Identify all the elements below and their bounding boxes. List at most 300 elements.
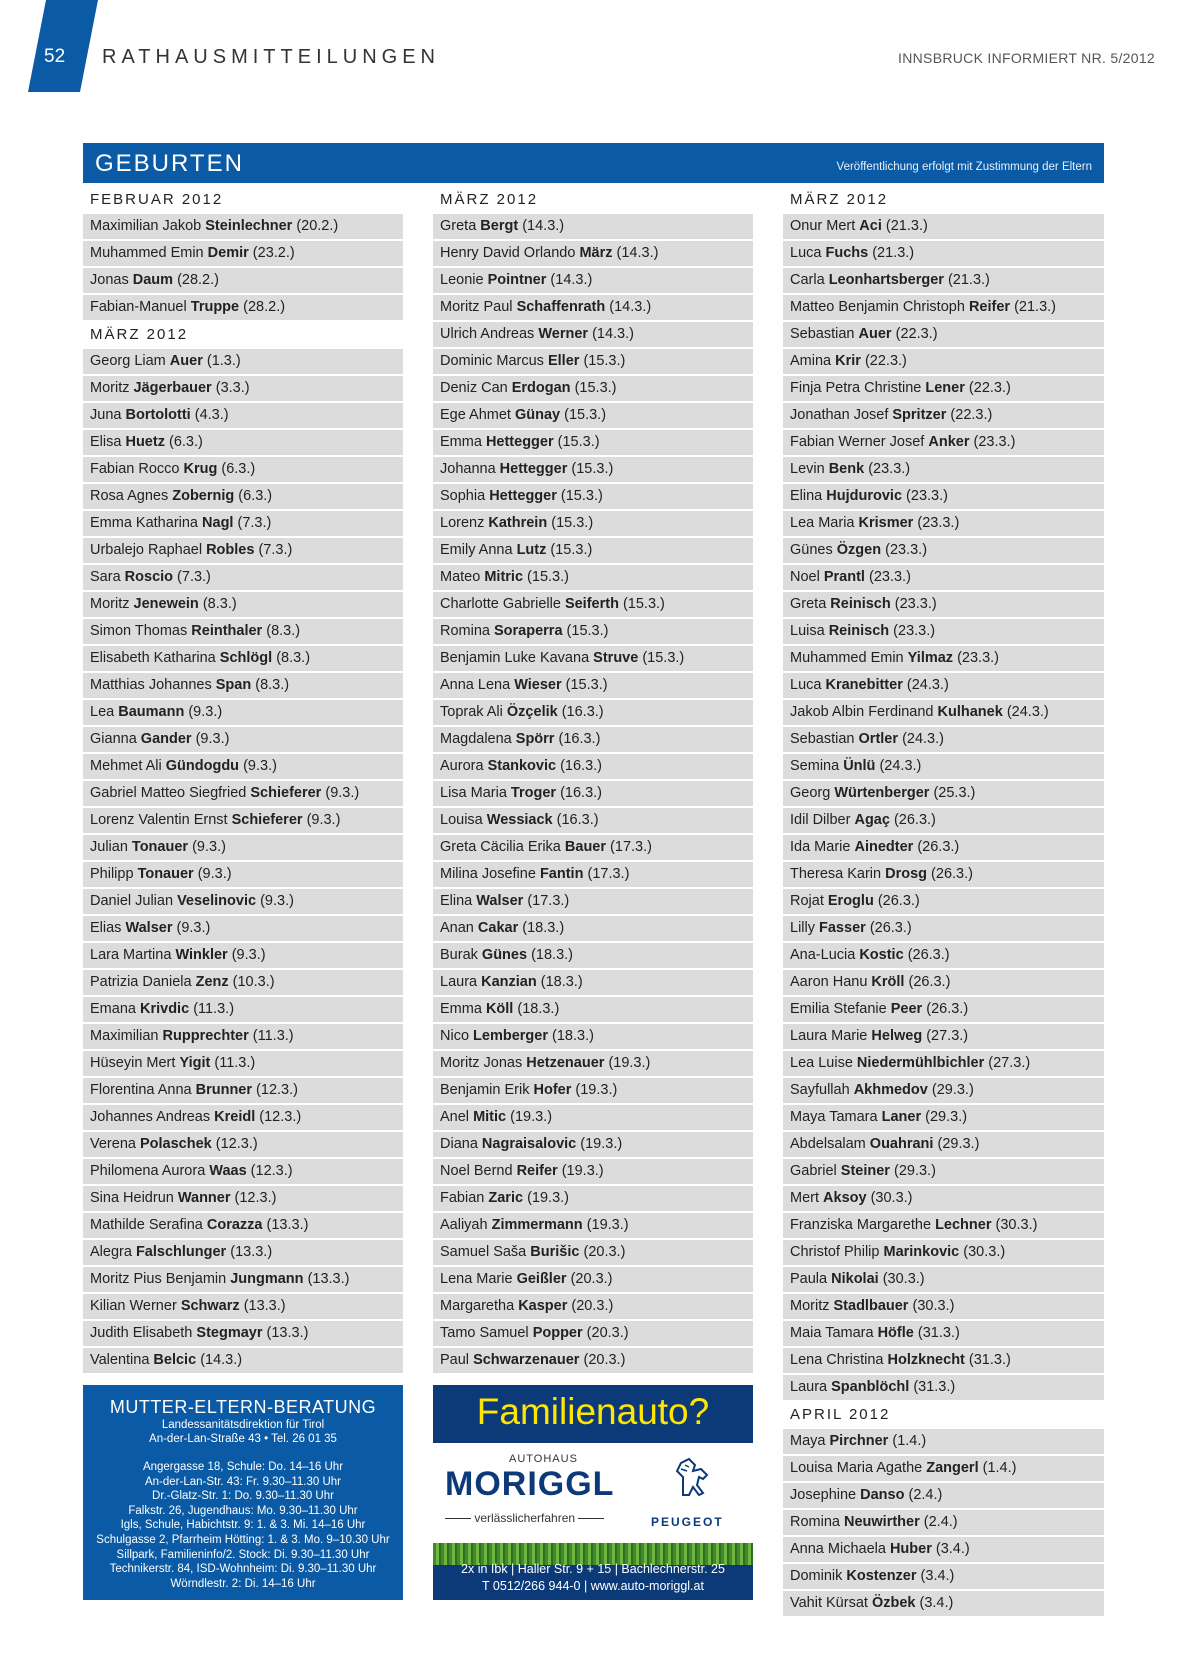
surname: Hettegger [499, 461, 568, 477]
surname: Hettegger [485, 434, 554, 450]
first-names: Franziska Margarethe [790, 1217, 932, 1233]
surname: Hettegger [489, 488, 557, 504]
birth-date: (22.3.) [950, 407, 993, 423]
issue-label: INNSBRUCK INFORMIERT NR. 5/2012 [898, 50, 1155, 66]
birth-entry [83, 1051, 403, 1076]
first-names: Samuel Saša [440, 1244, 527, 1260]
birth-entry [433, 430, 753, 455]
birth-date: (15.3.) [557, 434, 600, 450]
surname: Günay [514, 407, 561, 423]
surname: Nagraisalovic [481, 1136, 577, 1152]
birth-date: (18.3.) [517, 1001, 560, 1017]
birth-date: (7.3.) [258, 542, 293, 558]
birth-date: (20.3.) [571, 1298, 614, 1314]
birth-entry [83, 268, 403, 293]
birth-entry [433, 538, 753, 563]
birth-entry [83, 1105, 403, 1130]
first-names: Finja Petra Christine [790, 380, 922, 396]
birth-entry [433, 727, 753, 752]
surname: Würtenberger [834, 785, 930, 801]
surname: Jägerbauer [133, 380, 212, 396]
first-names: Louisa [440, 812, 483, 828]
first-names: Rosa Agnes [90, 488, 169, 504]
birth-date: (23.2.) [252, 245, 295, 261]
birth-date: (30.3.) [882, 1271, 925, 1287]
birth-entry [433, 1051, 753, 1076]
birth-entry [433, 214, 753, 239]
surname: Reifer [968, 299, 1011, 315]
consultation-location: Falkstr. 26, Jugendhaus: Mo. 9.30–11.30 Uhr [128, 1504, 358, 1517]
birth-entry [83, 943, 403, 968]
first-names: Hüseyin Mert [90, 1055, 176, 1071]
birth-date: (4.3.) [194, 407, 229, 423]
birth-date: (3.4.) [935, 1541, 970, 1557]
surname: Zaric [488, 1190, 524, 1206]
birth-entry [83, 835, 403, 860]
birth-date: (9.3.) [260, 893, 294, 909]
first-names: Nico [440, 1028, 470, 1044]
birth-entry [83, 781, 403, 806]
advertisement-moriggl [433, 1385, 753, 1600]
first-names: Gabriel [790, 1163, 837, 1179]
first-names: Matteo Benjamin Christoph [790, 299, 965, 315]
surname: Veselinovic [177, 893, 257, 909]
birth-date: (22.3.) [864, 353, 907, 369]
first-names: Greta Cäcilia Erika [440, 839, 561, 855]
birth-date: (26.3.) [893, 812, 936, 828]
birth-entry [433, 322, 753, 347]
first-names: Christof Philip [790, 1244, 880, 1260]
surname: Popper [532, 1325, 583, 1341]
birth-date: (15.3.) [551, 515, 594, 531]
surname: Walser [125, 920, 173, 936]
first-names: Florentina Anna [90, 1082, 192, 1098]
birth-entry [783, 268, 1104, 293]
banner-title: GEBURTEN [95, 150, 244, 177]
first-names: Lara Martina [90, 947, 172, 963]
birth-entry [433, 1240, 753, 1265]
birth-date: (21.3.) [872, 245, 915, 261]
first-names: Josephine [790, 1487, 857, 1503]
first-names: Lisa Maria [440, 785, 507, 801]
birth-entry [433, 1267, 753, 1292]
first-names: Ida Marie [790, 839, 851, 855]
birth-date: (13.3.) [266, 1217, 309, 1233]
birth-date: (1.3.) [206, 353, 241, 369]
first-names: Moritz Paul [440, 299, 513, 315]
ad-tagline: verlässlicherfahren [474, 1511, 576, 1525]
birth-entry [783, 619, 1104, 644]
birth-date: (15.3.) [527, 569, 569, 585]
birth-entry [83, 349, 403, 374]
first-names: Lea Luise [790, 1055, 853, 1071]
birth-entry [83, 997, 403, 1022]
birth-date: (19.3.) [527, 1190, 569, 1206]
birth-entry [433, 1132, 753, 1157]
birth-date: (17.3.) [610, 839, 652, 855]
surname: Troger [510, 785, 557, 801]
birth-date: (19.3.) [510, 1109, 553, 1125]
birth-entry [783, 727, 1104, 752]
first-names: Maximilian [90, 1028, 159, 1044]
first-names: Tamo Samuel [440, 1325, 529, 1341]
first-names: Matthias Johannes [90, 677, 212, 693]
birth-entry [433, 1105, 753, 1130]
first-names: Greta [790, 596, 827, 612]
surname: Belcic [153, 1352, 197, 1368]
birth-entry [83, 646, 403, 671]
birth-entry [433, 592, 753, 617]
page-number: 52 [44, 46, 66, 67]
birth-date: (8.3.) [255, 677, 290, 693]
surname: Gündogdu [165, 758, 240, 774]
birth-entry [433, 349, 753, 374]
birth-entry [783, 538, 1104, 563]
birth-date: (19.3.) [608, 1055, 651, 1071]
birth-date: (15.3.) [622, 596, 665, 612]
month-heading: FEBRUAR 2012 [90, 191, 224, 208]
birth-date: (21.3.) [885, 218, 928, 234]
ad-make: PEUGEOT [651, 1515, 724, 1529]
first-names: Georg [790, 785, 831, 801]
birth-entry [783, 673, 1104, 698]
surname: Wessiack [486, 812, 553, 828]
birth-entry [433, 646, 753, 671]
surname: Lechner [935, 1217, 992, 1233]
birth-date: (9.3.) [306, 812, 341, 828]
first-names: Mathilde Serafina [90, 1217, 203, 1233]
surname: Kostenzer [846, 1568, 917, 1584]
birth-date: (15.3.) [642, 650, 685, 666]
birth-date: (9.3.) [231, 947, 266, 963]
first-names: Muhammed Emin [790, 650, 904, 666]
first-names: Henry David Orlando [440, 245, 576, 261]
birth-date: (12.3.) [215, 1136, 258, 1152]
birth-date: (12.3.) [234, 1190, 277, 1206]
birth-entry [83, 376, 403, 401]
birth-date: (15.3.) [565, 677, 608, 693]
surname: Fuchs [825, 245, 869, 261]
birth-entry [433, 673, 753, 698]
birth-date: (18.3.) [522, 920, 565, 936]
birth-date: (15.3.) [571, 461, 614, 477]
surname: Kathrein [488, 515, 548, 531]
first-names: Emma [440, 1001, 482, 1017]
first-names: Noel [790, 569, 820, 585]
surname: Yigit [179, 1055, 211, 1071]
first-names: Jakob Albin Ferdinand [790, 704, 934, 720]
birth-entry [783, 700, 1104, 725]
birth-date: (9.3.) [325, 785, 360, 801]
first-names: Ulrich Andreas [440, 326, 535, 342]
birth-entry [783, 1186, 1104, 1211]
birth-entry [783, 1024, 1104, 1049]
birth-entry [83, 1186, 403, 1211]
birth-entry [83, 403, 403, 428]
surname: Hofer [533, 1082, 572, 1098]
first-names: Urbalejo Raphael [90, 542, 203, 558]
birth-date: (26.3.) [877, 893, 920, 909]
first-names: Onur Mert [790, 218, 856, 234]
surname: Ünlü [843, 758, 876, 774]
surname: Lutz [516, 542, 547, 558]
surname: Leonhartsberger [828, 272, 944, 288]
surname: Prantl [823, 569, 865, 585]
surname: Reinisch [828, 623, 890, 639]
first-names: Philomena Aurora [90, 1163, 206, 1179]
birth-entry [433, 457, 753, 482]
birth-date: (29.3.) [931, 1082, 974, 1098]
birth-entry [433, 862, 753, 887]
birth-date: (12.3.) [259, 1109, 302, 1125]
birth-date: (16.3.) [560, 758, 603, 774]
birth-entry [83, 1348, 403, 1373]
birth-entry [83, 430, 403, 455]
birth-date: (11.3.) [193, 1001, 235, 1017]
first-names: Johannes Andreas [90, 1109, 211, 1125]
first-names: Laura Marie [790, 1028, 868, 1044]
first-names: Luca [790, 677, 822, 693]
birth-entry [83, 754, 403, 779]
surname: Bauer [564, 839, 607, 855]
first-names: Fabian Rocco [90, 461, 180, 477]
birth-date: (26.3.) [869, 920, 912, 936]
birth-entry [83, 565, 403, 590]
birth-date: (19.3.) [586, 1217, 629, 1233]
birth-entry [83, 727, 403, 752]
birth-date: (13.3.) [243, 1298, 286, 1314]
birth-entry [433, 565, 753, 590]
surname: Ouahrani [869, 1136, 934, 1152]
birth-entry [433, 1078, 753, 1103]
first-names: Abdelsalam [790, 1136, 866, 1152]
birth-date: (20.2.) [296, 218, 339, 234]
first-names: Magdalena [440, 731, 512, 747]
birth-date: (3.4.) [919, 1595, 954, 1611]
first-names: Emma Katharina [90, 515, 198, 531]
first-names: Toprak Ali [440, 704, 503, 720]
surname: Mitric [484, 569, 524, 585]
birth-entry [433, 970, 753, 995]
consultation-location: Dr.-Glatz-Str. 1: Do. 9.30–11.30 Uhr [152, 1490, 334, 1503]
surname: Stegmayr [196, 1325, 263, 1341]
surname: Yilmaz [907, 650, 954, 666]
birth-date: (15.3.) [560, 488, 603, 504]
surname: Stankovic [487, 758, 557, 774]
birth-entry [83, 619, 403, 644]
surname: Reifer [516, 1163, 558, 1179]
birth-entry [83, 808, 403, 833]
birth-date: (26.3.) [907, 947, 950, 963]
birth-entry [783, 1321, 1104, 1346]
first-names: Lea [90, 704, 115, 720]
birth-date: (23.3.) [894, 596, 937, 612]
birth-date: (23.3.) [868, 461, 911, 477]
birth-entry [783, 349, 1104, 374]
birth-entry [433, 376, 753, 401]
births-column-1 [83, 187, 403, 1375]
surname: Steiner [840, 1163, 890, 1179]
birth-date: (6.3.) [221, 461, 256, 477]
birth-entry [433, 403, 753, 428]
birth-date: (29.3.) [925, 1109, 968, 1125]
surname: Kasper [518, 1298, 568, 1314]
surname: Krivdic [139, 1001, 190, 1017]
birth-date: (30.3.) [912, 1298, 955, 1314]
first-names: Moritz Pius Benjamin [90, 1271, 227, 1287]
birth-entry [433, 754, 753, 779]
first-names: Diana [440, 1136, 478, 1152]
first-names: Sebastian [790, 731, 855, 747]
birth-date: (28.2.) [243, 299, 286, 315]
ad-footer-contact: T 0512/266 944-0 | www.auto-moriggl.at [482, 1579, 704, 1593]
surname: Seiferth [564, 596, 619, 612]
first-names: Gianna [90, 731, 137, 747]
geburten-banner [83, 143, 1104, 183]
surname: Reinisch [830, 596, 891, 612]
birth-date: (30.3.) [870, 1190, 913, 1206]
surname: Jungmann [230, 1271, 304, 1287]
mutter-box-subtitle-1: Landessanitätsdirektion für Tirol [161, 1419, 325, 1431]
surname: Baumann [118, 704, 185, 720]
surname: Huetz [125, 434, 165, 450]
birth-entry [783, 889, 1104, 914]
birth-entry [83, 241, 403, 266]
birth-date: (10.3.) [232, 974, 275, 990]
birth-date: (19.3.) [580, 1136, 623, 1152]
surname: Reinthaler [191, 623, 263, 639]
surname: Spanblöchl [831, 1379, 910, 1395]
birth-entry [783, 1348, 1104, 1373]
first-names: Sina Heidrun [90, 1190, 174, 1206]
surname: Spörr [515, 731, 555, 747]
surname: Özçelik [506, 704, 558, 720]
birth-date: (9.3.) [197, 866, 232, 882]
birth-date: (18.3.) [540, 974, 583, 990]
birth-entry [83, 592, 403, 617]
surname: Hujdurovic [826, 488, 903, 504]
ad-tagline-row [445, 1511, 604, 1525]
first-names: Moritz Jonas [440, 1055, 523, 1071]
ad-footer-address: 2x in Ibk | Haller Str. 9 + 15 | Bachlechnerstr. 25 [461, 1562, 725, 1576]
birth-date: (30.3.) [995, 1217, 1038, 1233]
surname: Schaffenrath [516, 299, 606, 315]
first-names: Sebastian [790, 326, 855, 342]
mutter-box-locations [83, 1460, 403, 1591]
surname: Cakar [477, 920, 519, 936]
first-names: Anna Michaela [790, 1541, 886, 1557]
surname: Fantin [539, 866, 584, 882]
first-names: Deniz Can [440, 380, 508, 396]
first-names: Noel Bernd [440, 1163, 513, 1179]
first-names: Milina Josefine [440, 866, 536, 882]
first-names: Georg Liam [90, 353, 166, 369]
surname: Agaç [854, 812, 890, 828]
first-names: Maximilian Jakob [90, 218, 202, 234]
birth-entry [433, 1294, 753, 1319]
first-names: Elina [790, 488, 823, 504]
surname: Kranebitter [825, 677, 903, 693]
first-names: Anel [440, 1109, 470, 1125]
first-names: Jonas [90, 272, 129, 288]
surname: Kreidl [214, 1109, 256, 1125]
surname: Zangerl [926, 1460, 979, 1476]
birth-entry [83, 511, 403, 536]
surname: Anker [928, 434, 970, 450]
birth-date: (27.3.) [988, 1055, 1031, 1071]
month-heading: MÄRZ 2012 [90, 326, 189, 343]
birth-entry [83, 970, 403, 995]
first-names: Philipp [90, 866, 134, 882]
birth-date: (22.3.) [968, 380, 1011, 396]
surname: Demir [207, 245, 249, 261]
birth-entry [783, 1510, 1104, 1535]
first-names: Emily Anna [440, 542, 513, 558]
first-names: Daniel Julian [90, 893, 174, 909]
surname: Auer [858, 326, 892, 342]
surname: Bortolotti [125, 407, 191, 423]
first-names: Burak [440, 947, 478, 963]
surname: Hetzenauer [526, 1055, 605, 1071]
first-names: Paula [790, 1271, 828, 1287]
surname: Zimmermann [491, 1217, 583, 1233]
birth-date: (24.3.) [879, 758, 922, 774]
mutter-eltern-beratung-box [83, 1385, 403, 1600]
first-names: Emilia Stefanie [790, 1001, 887, 1017]
birth-entry [783, 457, 1104, 482]
birth-entry [83, 1159, 403, 1184]
surname: Köll [485, 1001, 514, 1017]
birth-entry [433, 781, 753, 806]
birth-date: (22.3.) [895, 326, 938, 342]
banner-note: Veröffentlichung erfolgt mit Zustimmung der Eltern [836, 161, 1092, 173]
birth-date: (21.3.) [947, 272, 990, 288]
births-column-2 [433, 187, 753, 1375]
first-names: Idil Dilber [790, 812, 851, 828]
birth-entry [783, 241, 1104, 266]
consultation-location: Angergasse 18, Schule: Do. 14–16 Uhr [142, 1461, 344, 1473]
ad-autohaus: AUTOHAUS [509, 1453, 578, 1465]
birth-entry [83, 916, 403, 941]
surname: Gander [140, 731, 192, 747]
first-names: Amina [790, 353, 832, 369]
first-names: Jonathan Josef [790, 407, 889, 423]
surname: Tonauer [131, 839, 189, 855]
birth-entry [783, 997, 1104, 1022]
birth-entry [783, 565, 1104, 590]
birth-entry [783, 322, 1104, 347]
surname: Peer [890, 1001, 923, 1017]
surname: Daum [132, 272, 174, 288]
birth-entry [783, 295, 1104, 320]
consultation-location: Igls, Schule, Habichtstr. 9: 1. & 3. Mi. 14–16 Uhr [120, 1519, 366, 1532]
surname: Akhmedov [853, 1082, 928, 1098]
birth-entry [433, 241, 753, 266]
birth-entry [783, 1564, 1104, 1589]
first-names: Juna [90, 407, 122, 423]
birth-entry [783, 1132, 1104, 1157]
birth-entry [783, 916, 1104, 941]
first-names: Lena Christina [790, 1352, 884, 1368]
birth-date: (26.3.) [931, 866, 973, 882]
surname: Falschlunger [135, 1244, 227, 1260]
first-names: Semina [790, 758, 840, 774]
birth-entry [83, 1132, 403, 1157]
surname: Pirchner [829, 1433, 889, 1449]
birth-entry [783, 1591, 1104, 1616]
surname: Helweg [871, 1028, 923, 1044]
birth-date: (23.3.) [917, 515, 960, 531]
